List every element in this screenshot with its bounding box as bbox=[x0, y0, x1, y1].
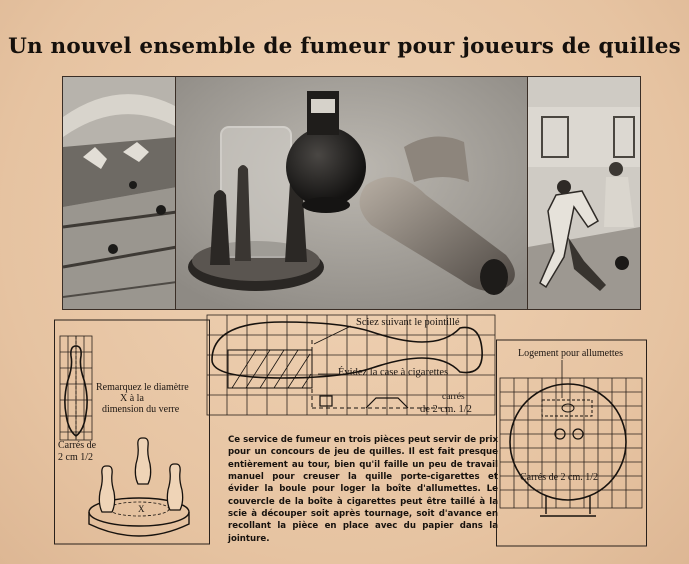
holder-grid-label-1: carrés bbox=[442, 392, 465, 402]
pin-note-line-2: X à la bbox=[120, 393, 144, 404]
holder-grid-label-2: de 2 cm. 1/2 bbox=[420, 404, 472, 415]
smoker-set-photo bbox=[175, 76, 529, 310]
bowlers-photo bbox=[527, 76, 641, 310]
page-title: Un nouvel ensemble de fumeur pour joueurs de quilles bbox=[8, 34, 681, 59]
pin-note-line-1: Remarquez le diamètre bbox=[96, 382, 189, 393]
svg-text:X: X bbox=[138, 504, 145, 514]
hollow-label: Évidez la case à cigarettes bbox=[338, 367, 449, 378]
match-slot-label: Logement pour allumettes bbox=[518, 348, 623, 359]
ball-diagram bbox=[496, 336, 648, 550]
article-caption: Ce service de fumeur en trois pièces peut servir de prix pour un concours de jeu de quilles. Il est fait presque entièrement au tour, bien qu'il faille un peu de travail manuel pour creuser la quille porte-cigarettes et évider la boule pour loger la boîte d'allumettes. Le couvercle de la boîte à cigarettes peut être taillé à la scie à découper soit après tournage, soit d'avance en recollant la pièce en place avec du papier dans la jointure. bbox=[228, 435, 498, 544]
bowling-lanes-photo bbox=[62, 76, 178, 310]
pin-tray-diagram bbox=[54, 316, 212, 546]
ball-grid-label: Carrés de 2 cm. 1/2 bbox=[520, 472, 599, 483]
saw-label: Sciez suivant le pointillé bbox=[356, 317, 460, 328]
pin-grid-label-2: 2 cm 1/2 bbox=[58, 452, 93, 463]
cigarette-holder-diagram bbox=[206, 310, 498, 430]
pin-grid-label-1: Carrés de bbox=[58, 440, 97, 451]
pin-note-line-3: dimension du verre bbox=[102, 404, 180, 415]
